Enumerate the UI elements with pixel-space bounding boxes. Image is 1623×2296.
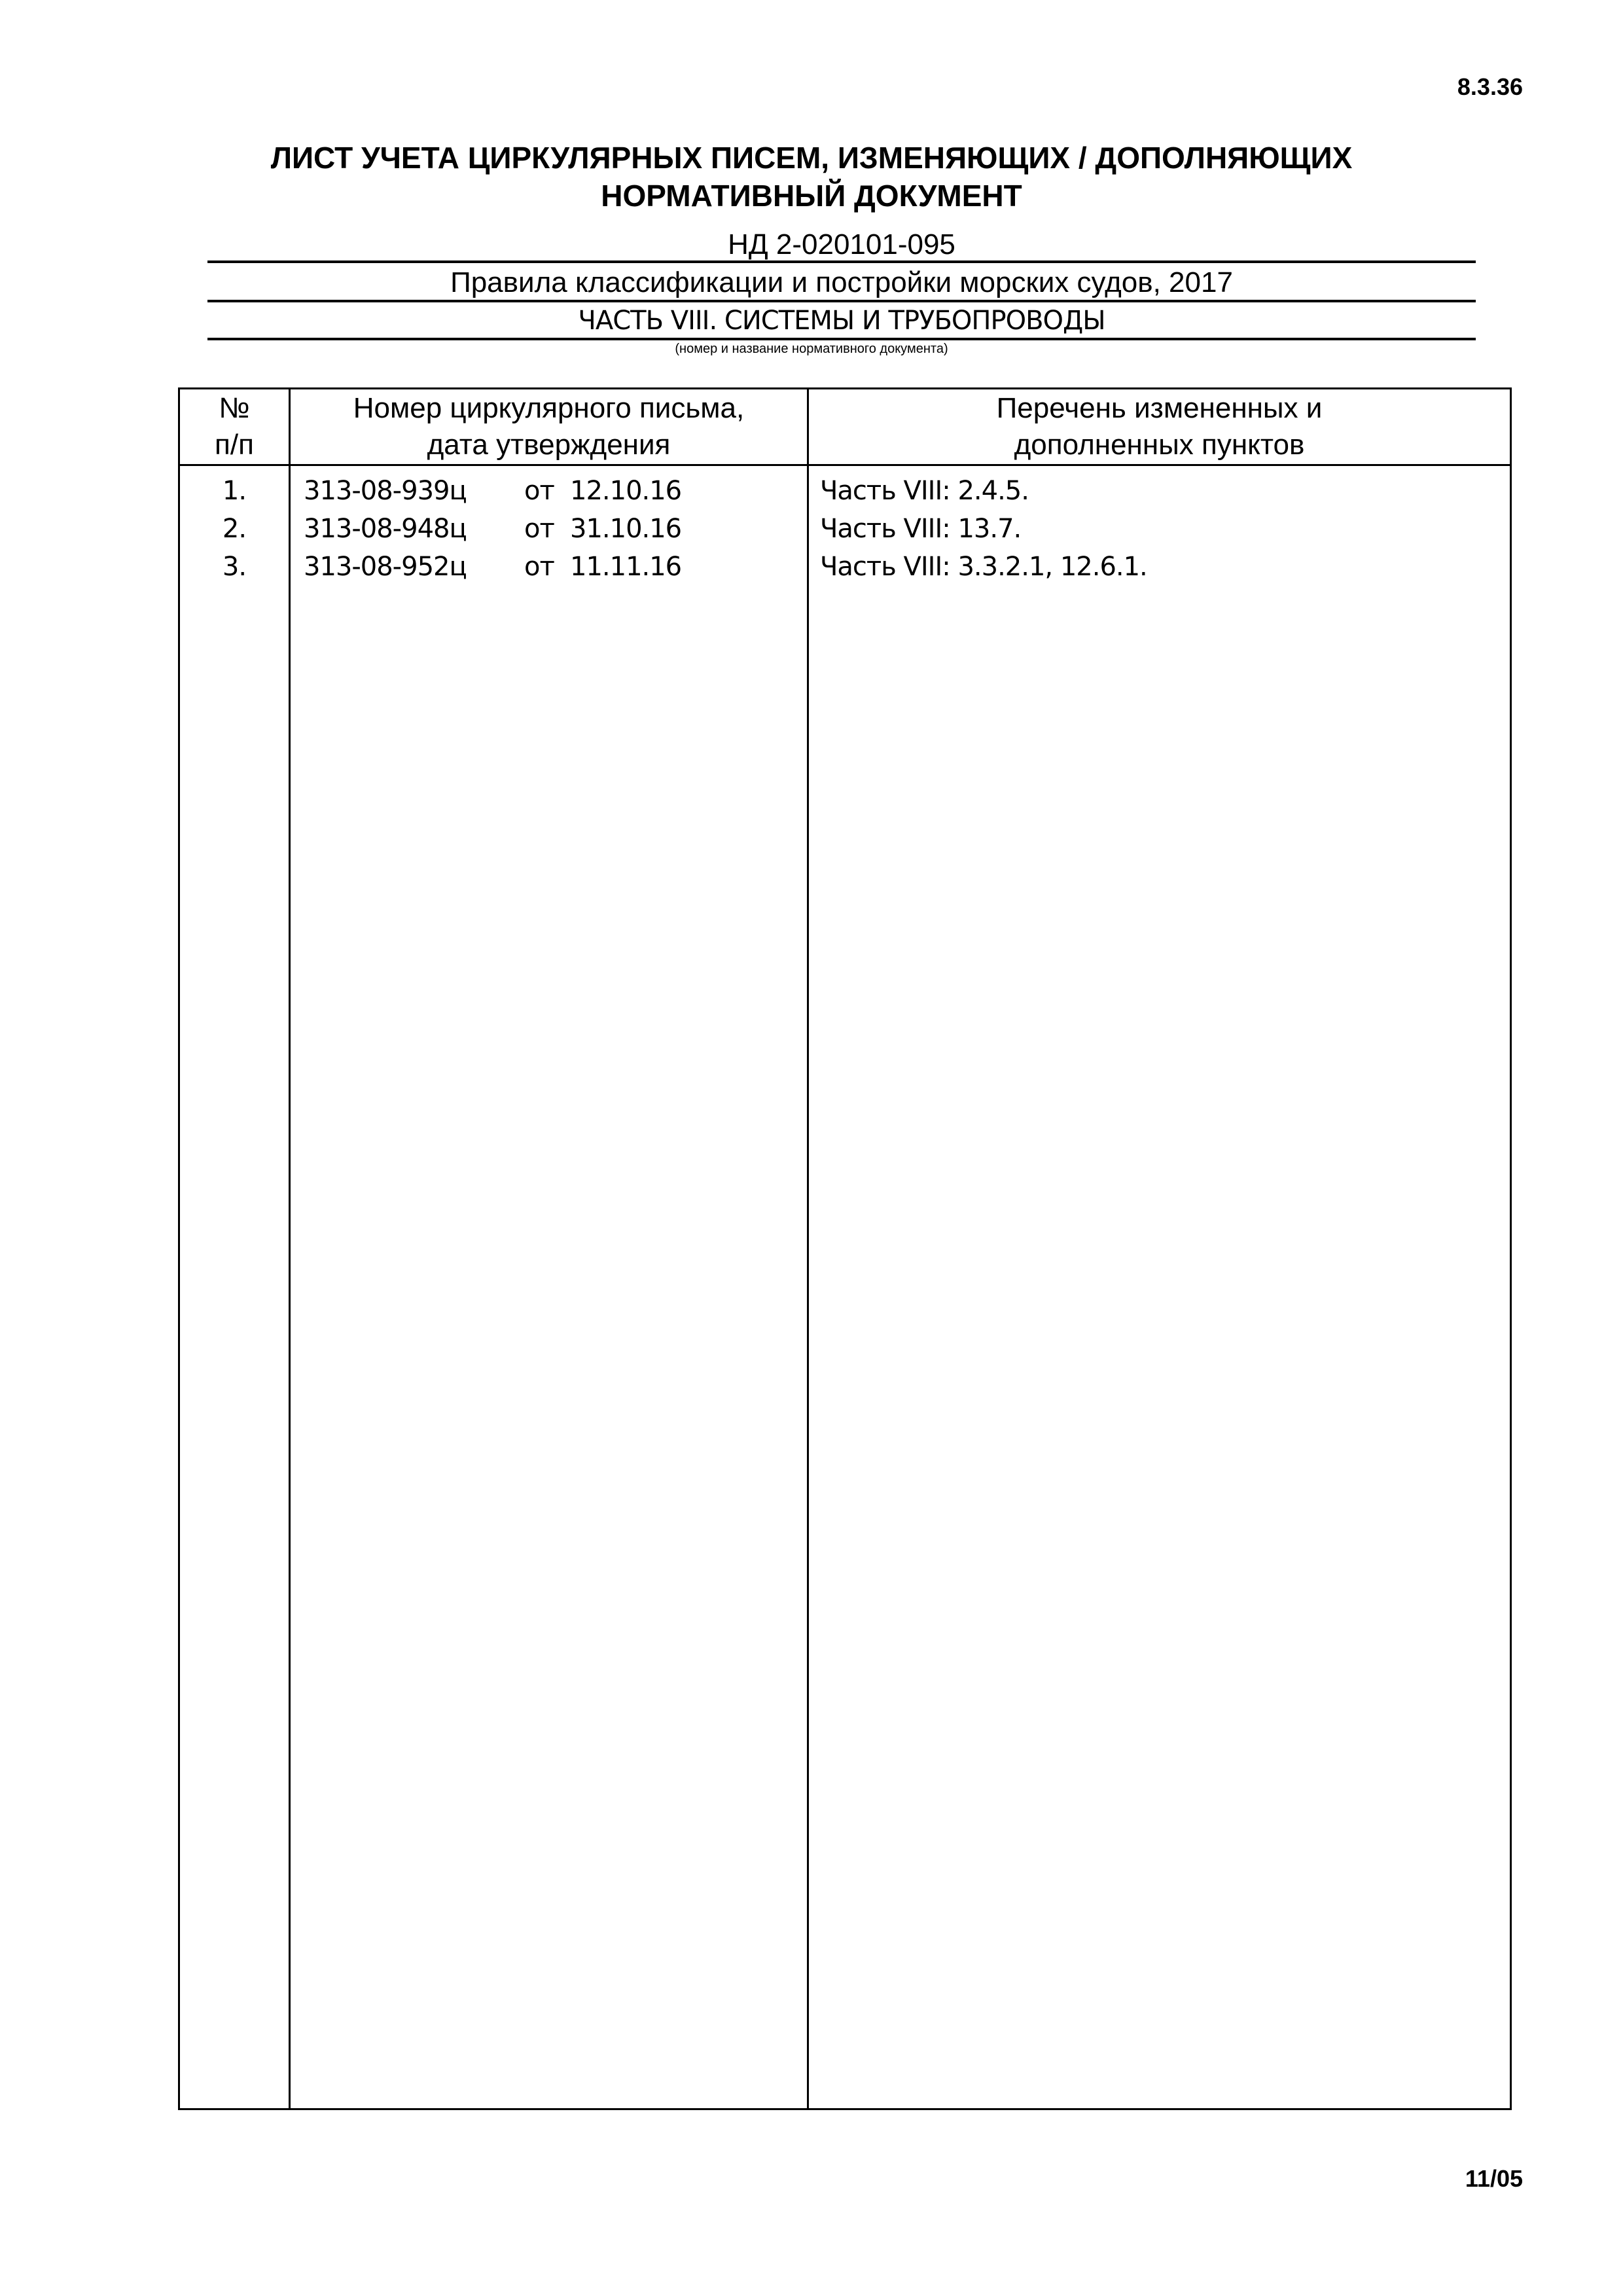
document-part: ЧАСТЬ VIII. СИСТЕМЫ И ТРУБОПРОВОДЫ bbox=[207, 304, 1476, 340]
document-caption: (номер и название нормативного документа) bbox=[675, 342, 948, 356]
table-body bbox=[180, 472, 1510, 586]
changed-items: Часть VIII: 13.7. bbox=[820, 514, 1022, 544]
approval-date: 11.11.16 bbox=[570, 552, 682, 582]
approval-date: 31.10.16 bbox=[570, 514, 682, 544]
title-line-2: НОРМАТИВНЫЙ ДОКУМЕНТ bbox=[601, 179, 1022, 213]
table-row bbox=[180, 510, 1510, 548]
column-divider bbox=[807, 389, 809, 2108]
table-header bbox=[180, 389, 1510, 466]
document-number: НД 2-020101-095 bbox=[207, 226, 1476, 263]
changed-items: Часть VIII: 2.4.5. bbox=[820, 476, 1029, 506]
changed-items: Часть VIII: 3.3.2.1, 12.6.1. bbox=[820, 552, 1147, 582]
table-row bbox=[180, 472, 1510, 510]
document-name: Правила классификации и постройки морских судов, 2017 bbox=[207, 264, 1476, 302]
letter-number: 313-08-948ц bbox=[304, 514, 467, 544]
date-prefix: от bbox=[524, 552, 554, 582]
sheet-number: 11/05 bbox=[1465, 2165, 1523, 2192]
header-changed-items: Перечень измененных и дополненных пунктов bbox=[996, 392, 1323, 461]
letter-number: 313-08-939ц bbox=[304, 476, 467, 506]
circular-letters-table bbox=[178, 387, 1512, 2110]
document-title bbox=[0, 139, 1623, 215]
header-letter-date: Номер циркулярного письма, дата утверждения bbox=[353, 392, 745, 461]
row-number: 3. bbox=[222, 552, 247, 582]
row-number: 2. bbox=[222, 514, 247, 544]
row-number: 1. bbox=[222, 476, 247, 506]
date-prefix: от bbox=[524, 514, 554, 544]
table-row bbox=[180, 548, 1510, 586]
approval-date: 12.10.16 bbox=[570, 476, 682, 506]
column-divider bbox=[289, 389, 291, 2108]
page-code: 8.3.36 bbox=[1457, 73, 1523, 100]
title-line-1: ЛИСТ УЧЕТА ЦИРКУЛЯРНЫХ ПИСЕМ, ИЗМЕНЯЮЩИХ / ДОПОЛНЯЮЩИХ bbox=[270, 141, 1353, 175]
date-prefix: от bbox=[524, 476, 554, 506]
header-number: № п/п bbox=[215, 392, 254, 461]
letter-number: 313-08-952ц bbox=[304, 552, 467, 582]
